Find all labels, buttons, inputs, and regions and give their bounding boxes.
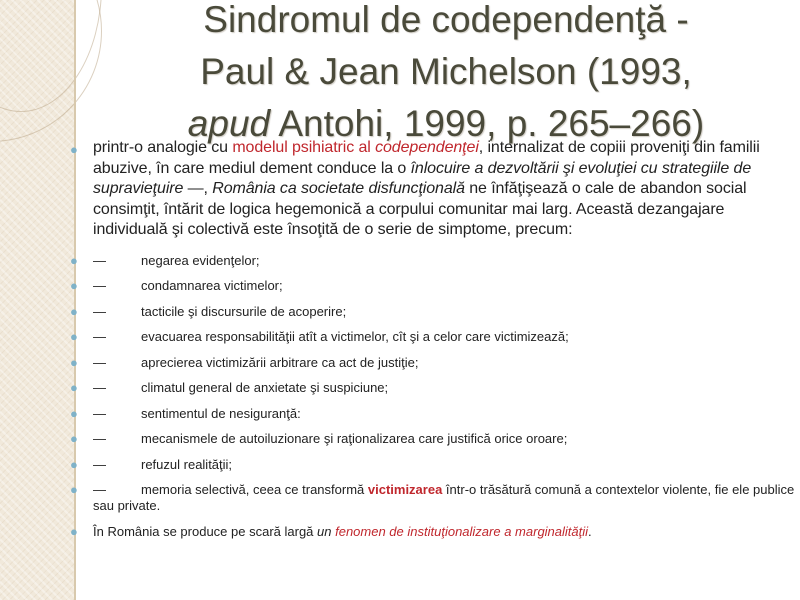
- memory-text: într-o trăsătură comună a contextelor violente, fie ele publice sau private.: [93, 482, 795, 513]
- dash: —: [93, 380, 106, 395]
- symptom-text: refuzul realităţii;: [141, 456, 233, 472]
- dash: —: [93, 405, 106, 421]
- lead-text: ne înfăţişează o cale de abandon social consimţit, întărit de logica hegemonică a corpului comunitar mai larg. Această dezangajare individuală şi colectivă este însoţită de o serie de simptome, precum:: [93, 180, 747, 238]
- title-line-3-rest: Antohi, 1999, p. 265–266): [270, 103, 705, 144]
- bullet-icon: ●: [70, 482, 78, 497]
- dash: —: [93, 252, 106, 268]
- bullet-icon: ●: [70, 142, 78, 157]
- bullet-icon: ●: [70, 405, 78, 421]
- list-item-memory: [70, 482, 800, 514]
- symptom-text: mecanismele de autoiluzionare şi raţionalizarea care justifică orice oroare;: [141, 431, 568, 446]
- title-apud: apud: [187, 103, 271, 144]
- conclusion-text: .: [588, 523, 592, 539]
- list-item-symptom: [70, 355, 800, 371]
- bullet-icon: ●: [70, 252, 78, 268]
- title-line-1: Sindromul de codependenţă -: [203, 0, 689, 40]
- list-item-symptom: [70, 380, 800, 396]
- symptom-text: climatul general de anxietate şi suspiciune;: [141, 380, 389, 395]
- symptom-text: negarea evidenţelor;: [141, 252, 260, 268]
- list-item-symptom: [70, 329, 800, 345]
- lead-text: , internalizat de copiii proveniţi din familii abuzive, în care mediul dement conduce la o: [93, 139, 760, 177]
- symptom-text: sentimentul de nesiguranţă:: [141, 405, 301, 421]
- bullet-icon: ●: [70, 380, 78, 395]
- bullet-icon: ●: [70, 278, 78, 293]
- lead-highlight: modelul psihiatric al: [232, 139, 376, 156]
- dash: —: [93, 278, 106, 293]
- slide-content: [70, 138, 800, 549]
- list-item-symptom: [70, 431, 800, 447]
- list-item-symptom: [70, 304, 800, 320]
- symptom-text: condamnarea victimelor;: [141, 278, 283, 293]
- list-item-symptom: [70, 253, 800, 269]
- list-item-lead: [70, 138, 800, 241]
- list-item-symptom: [70, 457, 800, 473]
- slide-title: [96, 0, 796, 150]
- symptom-text: tacticile şi discursurile de acoperire;: [141, 303, 347, 319]
- bullet-icon: ●: [70, 354, 78, 370]
- list-item-symptom: [70, 278, 800, 294]
- lead-text: printr-o analogie cu: [93, 139, 233, 156]
- lead-text: —,: [183, 180, 213, 197]
- lead-highlight-italic: codependenţei: [375, 139, 479, 156]
- dash: —: [93, 456, 106, 472]
- bullet-icon: ●: [70, 431, 78, 446]
- bullet-icon: ●: [70, 329, 78, 344]
- conclusion-text: În România se produce pe scară largă: [93, 523, 318, 539]
- list-item-conclusion: [70, 524, 800, 540]
- decorative-side-strip: [0, 0, 74, 600]
- bullet-icon: ●: [70, 523, 78, 539]
- dash: —: [93, 431, 106, 446]
- dash: —: [93, 482, 106, 497]
- symptom-text: evacuarea responsabilităţii atît a victimelor, cît şi a celor care victimizează;: [141, 329, 569, 344]
- bullet-icon: ●: [70, 303, 78, 319]
- dash: —: [93, 354, 106, 370]
- bullet-icon: ●: [70, 456, 78, 472]
- memory-text: memoria selectivă, ceea ce transformă: [141, 482, 368, 497]
- conclusion-italic: un: [317, 523, 332, 539]
- lead-italic: înlocuire a dezvoltării şi evoluţiei cu strategiile de supravieţuire: [93, 159, 752, 197]
- title-line-2: Paul & Jean Michelson (1993,: [200, 51, 692, 92]
- memory-highlight: victimizarea: [367, 482, 443, 497]
- decorative-arc: [0, 0, 102, 112]
- dash: —: [93, 303, 106, 319]
- dash: —: [93, 329, 106, 344]
- conclusion-highlight: fenomen de instituţionalizare a marginalităţii: [335, 523, 589, 539]
- lead-italic: România ca societate disfuncţională: [212, 180, 465, 197]
- list-item-symptom: [70, 406, 800, 422]
- symptom-text: aprecierea victimizării arbitrare ca act de justiţie;: [141, 354, 419, 370]
